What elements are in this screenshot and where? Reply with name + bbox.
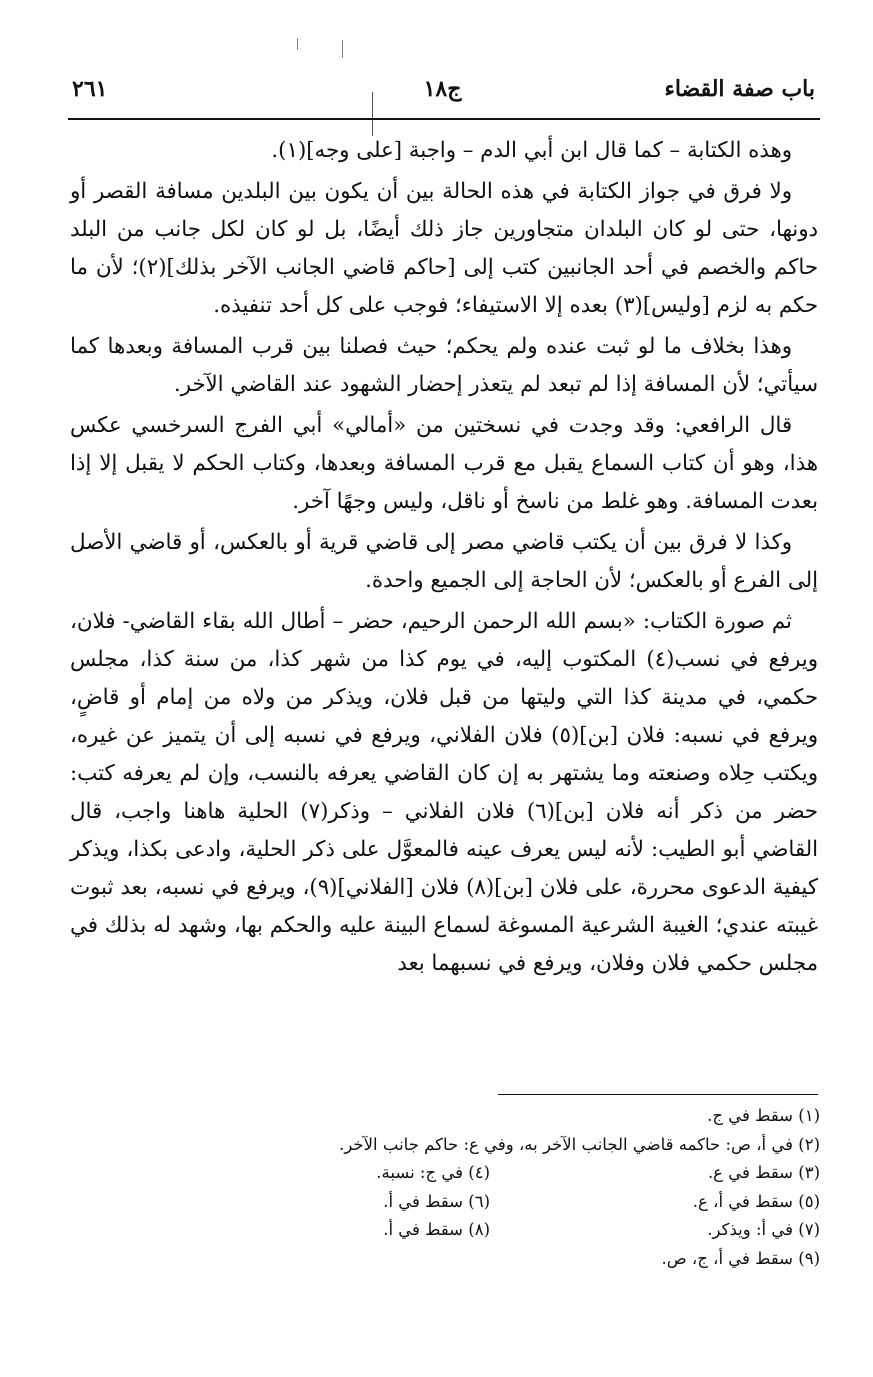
paragraph: وهذه الكتابة – كما قال ابن أبي الدم – واجبة [على وجه](١). (271, 138, 792, 163)
footnote: (٢) في أ، ص: حاكمه قاضي الجانب الآخر به، وفي ع: حاكم جانب الآخر. (339, 1134, 820, 1154)
paragraph: وكذا لا فرق بين أن يكتب قاضي مصر إلى قاضي قرية أو بالعكس، أو قاضي الأصل إلى الفرع أو بالعكس؛ لأن الحاجة إلى الجميع واحدة. (70, 530, 818, 593)
paragraph: قال الرافعي: وقد وجدت في نسختين من «أمالي» أبي الفرج السرخسي عكس هذا، وهو أن كتاب السماع يقبل مع قرب المسافة وبعدها، وكتاب الحكم لا يقبل إلا إذا بعدت المسافة. وهو غلط من ناسخ أو ناقل، وليس وجهًا آخر. (70, 413, 818, 514)
footnote-separator (498, 1094, 818, 1095)
paragraph: ثم صورة الكتاب: «بسم الله الرحمن الرحيم، حضر – أطال الله بقاء القاضي- فلان، ويرفع في نسب(٤) المكتوب إليه، في يوم كذا من شهر كذا، من سنة كذا، مجلس حكمي، في مدينة كذا التي وليتها من قبل فلان، ويذكر من ولاه من إمام أو قاضٍ، ويرفع في نسبه: فلان [بن](٥) فلان الفلاني، ويرفع في نسبه إلى أن يتميز عن غيره، ويكتب حِلاه وصنعته وما يشتهر به إن كان القاضي يعرفه بالنسب، وإن لم يعرفه كتب: حضر من ذكر أنه فلان [بن](٦) فلان الفلاني – وذكر(٧) الحلية هاهنا واجب، قال القاضي أبو الطيب: لأنه ليس يعرف عينه فالمعوَّل على ذكر الحلية، وادعى بكذا، ويذكر كيفية الدعوى محررة، على فلان [بن](٨) فلان [الفلاني](٩)، ويرفع في نسبه، بعد ثبوت غيبته عندي؛ الغيبة الشرعية المسوغة لسماع البينة عليه والحكم بها، وشهد له بذلك في مجلس حكمي فلان وفلان، ويرفع في نسبهما بعد (70, 609, 818, 976)
chapter-title: باب صفة القضاء (664, 76, 815, 102)
footnote: (١) سقط في ج. (707, 1106, 820, 1125)
footnote: (٩) سقط في أ، ج، ص. (661, 1248, 820, 1268)
footnote: (٧) في أ: ويذكر. (707, 1220, 820, 1239)
footnote: (٣) سقط في ع. (707, 1163, 820, 1182)
footnote: (٦) سقط في أ. (383, 1191, 490, 1211)
running-header (70, 68, 815, 104)
paragraph: ولا فرق في جواز الكتابة في هذه الحالة بين أن يكون بين البلدين مسافة القصر أو دونها، حتى لو كان البلدان متجاورين جاز ذلك أيضًا، بل لو كان لكل جانب من البلد حاكم والخصم في أحد الجانبين كتب إلى [حاكم قاضي الجانب الآخر بذلك](٢)؛ لأن ما حكم به لزم [وليس](٣) بعده إلا الاستيفاء؛ فوجب على كل أحد تنفيذه. (70, 179, 818, 318)
header-rule (68, 118, 820, 120)
paragraph: وهذا بخلاف ما لو ثبت عنده ولم يحكم؛ حيث فصلنا بين قرب المسافة وبعدها كما سيأتي؛ لأن المسافة إذا لم تبعد لم يتعذر إحضار الشهود عند القاضي الآخر. (70, 334, 818, 397)
scan-mark (297, 38, 298, 50)
page-number: ٢٦١ (72, 76, 108, 102)
scan-mark (342, 40, 343, 58)
footnote: (٤) في ج: نسبة. (376, 1163, 490, 1182)
footnotes (180, 1102, 820, 1273)
footnote: (٥) سقط في أ، ع. (692, 1191, 820, 1211)
main-text (70, 132, 818, 983)
volume-number: ج١٨ (423, 76, 462, 102)
footnote: (٨) سقط في أ. (383, 1220, 490, 1239)
